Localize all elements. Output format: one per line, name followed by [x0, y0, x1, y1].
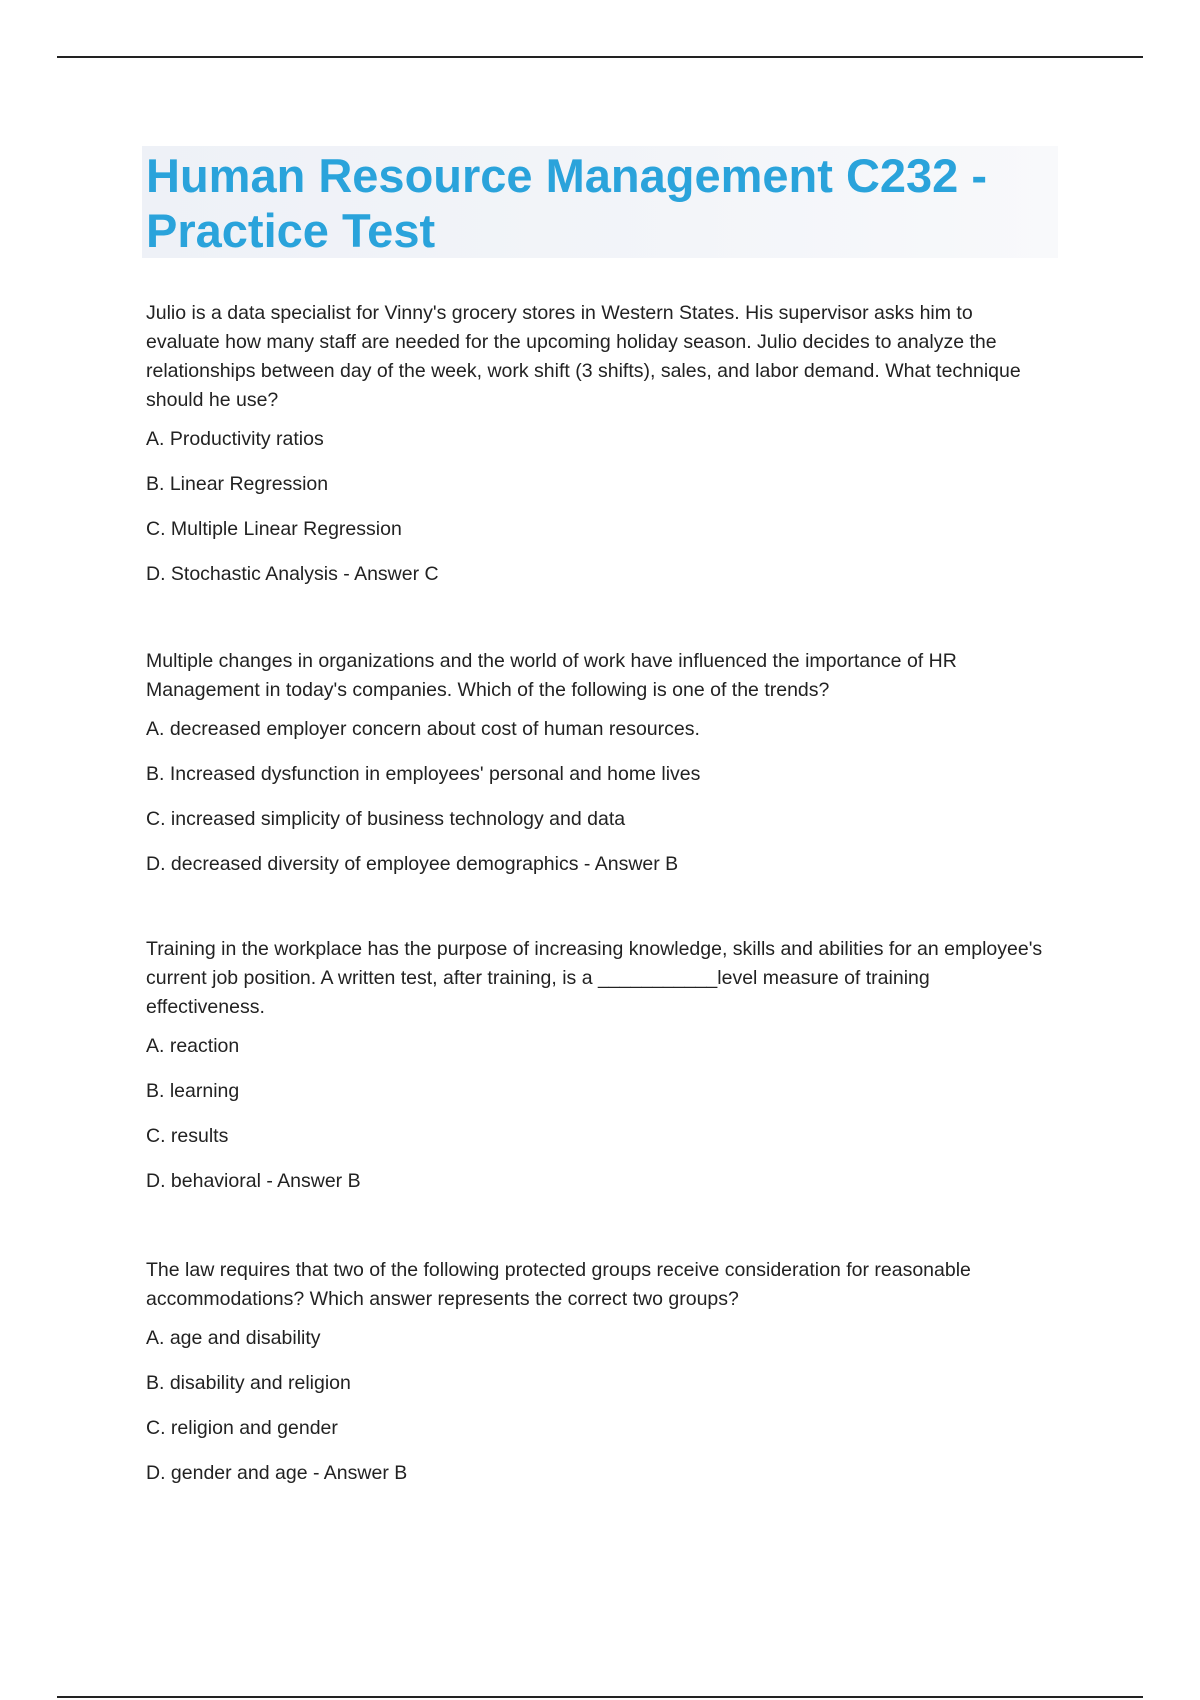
answer-options: [146, 1032, 1046, 1196]
question-stem: Training in the workplace has the purpose of increasing knowledge, skills and abilities for an employee's current job position. A written test, after training, is a ___________level measure of training effectiveness.: [146, 938, 1043, 1018]
top-rule: [57, 56, 1143, 58]
option-b: B. Linear Regression: [146, 473, 329, 495]
option-a: A. age and disability: [146, 1327, 321, 1349]
question-3: [146, 935, 1046, 1196]
question-list: [146, 299, 1046, 1546]
question-1: [146, 299, 1046, 589]
option-d-with-answer: D. Stochastic Analysis - Answer C: [146, 563, 439, 585]
option-a: A. Productivity ratios: [146, 428, 324, 450]
option-b: B. Increased dysfunction in employees' personal and home lives: [146, 763, 701, 785]
answer-options: [146, 1324, 1046, 1488]
answer-options: [146, 715, 1046, 879]
option-c: C. results: [146, 1125, 229, 1147]
option-d-with-answer: D. gender and age - Answer B: [146, 1462, 408, 1484]
option-b: B. learning: [146, 1080, 240, 1102]
title-line-1: Human Resource Management C232 -: [146, 149, 988, 202]
option-d-with-answer: D. behavioral - Answer B: [146, 1170, 361, 1192]
option-a: A. reaction: [146, 1035, 240, 1057]
answer-options: [146, 425, 1046, 589]
bottom-rule: [57, 1696, 1143, 1698]
question-stem: The law requires that two of the following protected groups receive consideration for reasonable accommodations? Which answer represents the correct two groups?: [146, 1259, 971, 1310]
option-c: C. religion and gender: [146, 1417, 338, 1439]
option-a: A. decreased employer concern about cost of human resources.: [146, 718, 700, 740]
question-4: [146, 1256, 1046, 1488]
question-stem: Julio is a data specialist for Vinny's grocery stores in Western States. His supervisor asks him to evaluate how many staff are needed for the upcoming holiday season. Julio decides to analyze the relationships between day of the week, work shift (3 shifts), sales, and labor demand. What technique should he use?: [146, 302, 1021, 411]
option-c: C. Multiple Linear Regression: [146, 518, 402, 540]
option-c: C. increased simplicity of business technology and data: [146, 808, 626, 830]
question-stem: Multiple changes in organizations and the world of work have influenced the importance of HR Management in today's companies. Which of the following is one of the trends?: [146, 650, 957, 701]
document-title: [146, 148, 1058, 258]
option-b: B. disability and religion: [146, 1372, 351, 1394]
question-2: [146, 647, 1046, 879]
option-d-with-answer: D. decreased diversity of employee demographics - Answer B: [146, 853, 679, 875]
title-block: [142, 146, 1058, 258]
title-line-2: Practice Test: [146, 204, 436, 257]
